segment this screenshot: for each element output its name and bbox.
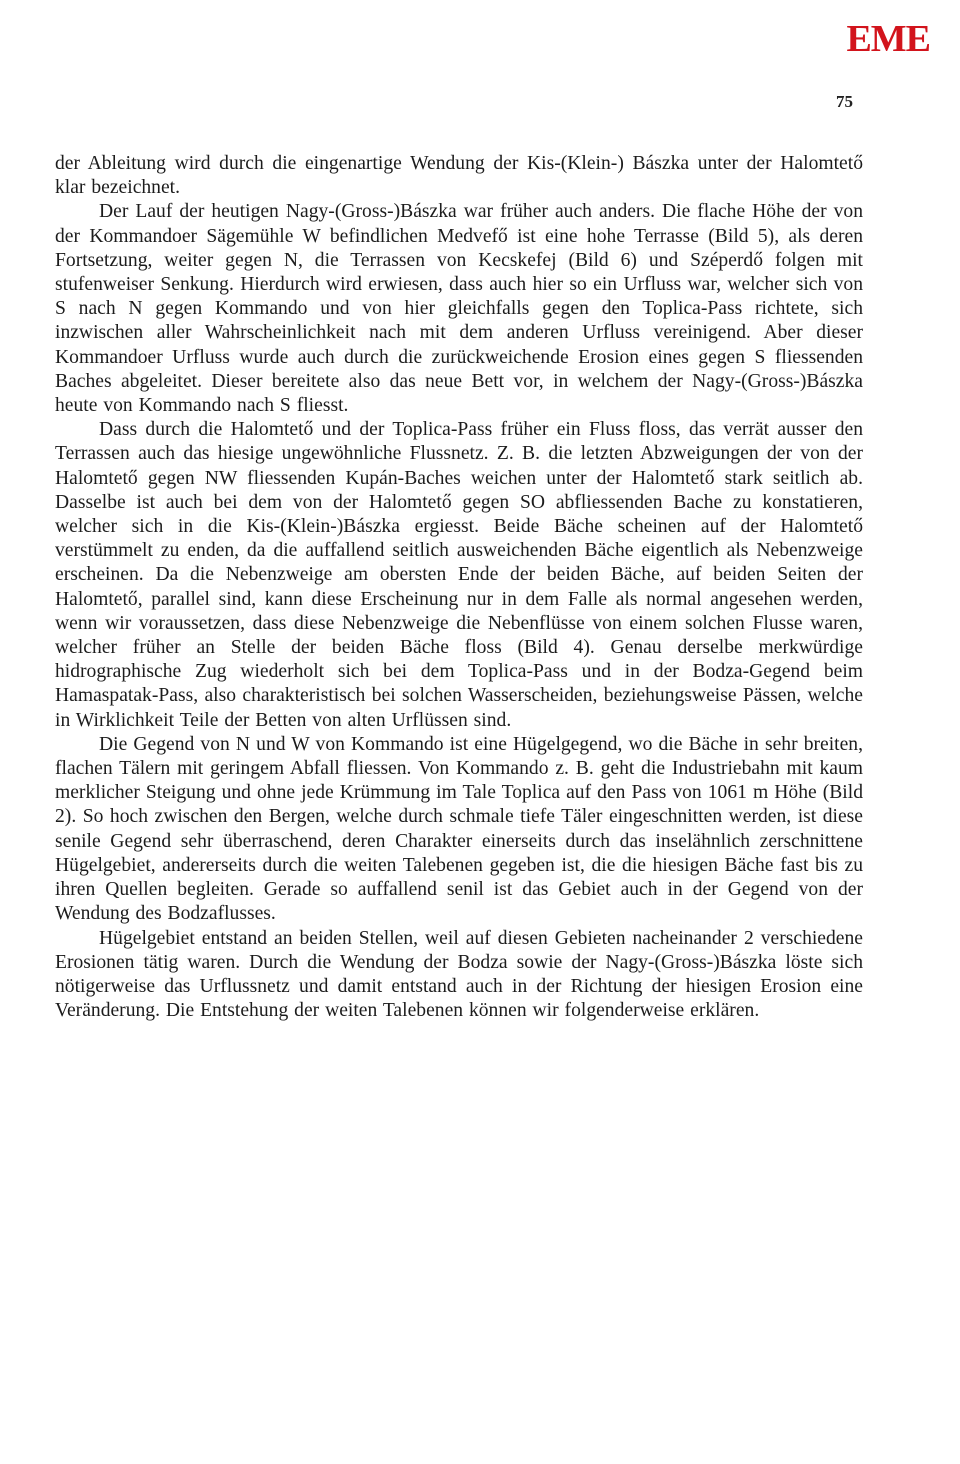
document-body xyxy=(55,152,863,1023)
paragraph-5: Hügelgebiet entstand an beiden Stellen, weil auf diesen Gebieten nacheinander 2 verschiedene Erosionen tätig waren. Durch die Wendung der Bodza sowie der Nagy-(Gross-)Bászka löste sich nötigerweise das Urflussnetz und damit entstand auch in der Richtung der hiesigen Erosion eine Veränderung. Die Entstehung der weiten Talebenen können wir folgenderweise erklären. xyxy=(55,927,863,1022)
eme-logo: EME xyxy=(846,18,930,60)
paragraph-2: Der Lauf der heutigen Nagy-(Gross-)Bászka war früher auch anders. Die flache Höhe der von der Kommandoer Sägemühle W befindlichen Medvefő ist eine hohe Terrasse (Bild 5), als deren Fortsetzung, weiter gegen N, die Terrassen von Kecskefej (Bild 6) und Széperdő folgen mit stufenweiser Senkung. Hierdurch wird erwiesen, dass auch hier so ein Urfluss war, welcher sich von S nach N gegen Kommando und von hier gleichfalls gegen den Toplica-Pass richtete, sich inzwischen aller Wahrscheinlichkeit nach mit dem anderen Urfluss vereinigend. Aber dieser Kommandoer Urfluss wurde auch durch die zurückweichende Erosion eines gegen S fliessenden Baches abgeleitet. Dieser bereitete also das neue Bett vor, in welchem der Nagy-(Gross-)Bászka heute von Kommando nach S fliesst. xyxy=(55,201,863,417)
page-number: 75 xyxy=(836,92,853,111)
paragraph-3: Dass durch die Halomtető und der Toplica-Pass früher ein Fluss floss, das verrät ausser den Terrassen auch das hiesige ungewöhnliche Flussnetz. Z. B. die letzten Abzweigungen der von der Halomtető gegen NW fliessenden Kupán-Baches weichen unter der Halomtető stark seitlich ab. Dasselbe ist auch bei dem von der Halomtető gegen SO abfliessenden Bache zu konstatieren, welcher sich in die Kis-(Klein-)Bászka ergiesst. Beide Bäche scheinen auf der Halomtető verstümmelt zu enden, da die auffallend seitlich ausweichenden Bäche eigentlich als Nebenzweige erscheinen. Da die Nebenzweige am obersten Ende der beiden Bäche, auf beiden Seiten der Halomtető, parallel sind, kann diese Erscheinung nur in dem Falle als normal angesehen werden, wenn wir voraussetzen, dass diese Nebenzweige die Nebenflüsse von einem solchen Flusse waren, welcher früher an Stelle der beiden Bäche floss (Bild 4). Genau derselbe merkwürdige hidrographische Zug wiederholt sich bei dem Toplica-Pass und in der Bodza-Gegend beim Hamaspatak-Pass, also charakteristisch bei solchen Wasserscheiden, beziehungsweise Pässen, welche in Wirklichkeit Teile der Betten von alten Urflüssen sind. xyxy=(55,419,863,731)
paragraph-1: der Ableitung wird durch die eingenartige Wendung der Kis-(Klein-) Bászka unter der Halomtető klar bezeichnet. xyxy=(55,153,863,199)
paragraph-4: Die Gegend von N und W von Kommando ist eine Hügelgegend, wo die Bäche in sehr breiten, flachen Tälern mit geringem Abfall fliessen. Von Kommando z. B. geht die Industriebahn mit kaum merklicher Steigung und ohne jede Krümmung im Tale Toplica auf den Pass von 1061 m Höhe (Bild 2). So hoch zwischen den Bergen, welche durch schmale tiefe Täler eingeschnitten werden, ist diese senile Gegend sehr überraschend, deren Charakter einerseits durch das inselähnlich zerschnittene Hügelgebiet, andererseits durch die weiten Talebenen gegeben ist, die die hiesigen Bäche fast bis zu ihren Quellen begleiten. Gerade so auffallend senil ist das Gebiet auch in der Gegend von der Wendung des Bodzaflusses. xyxy=(55,733,863,925)
